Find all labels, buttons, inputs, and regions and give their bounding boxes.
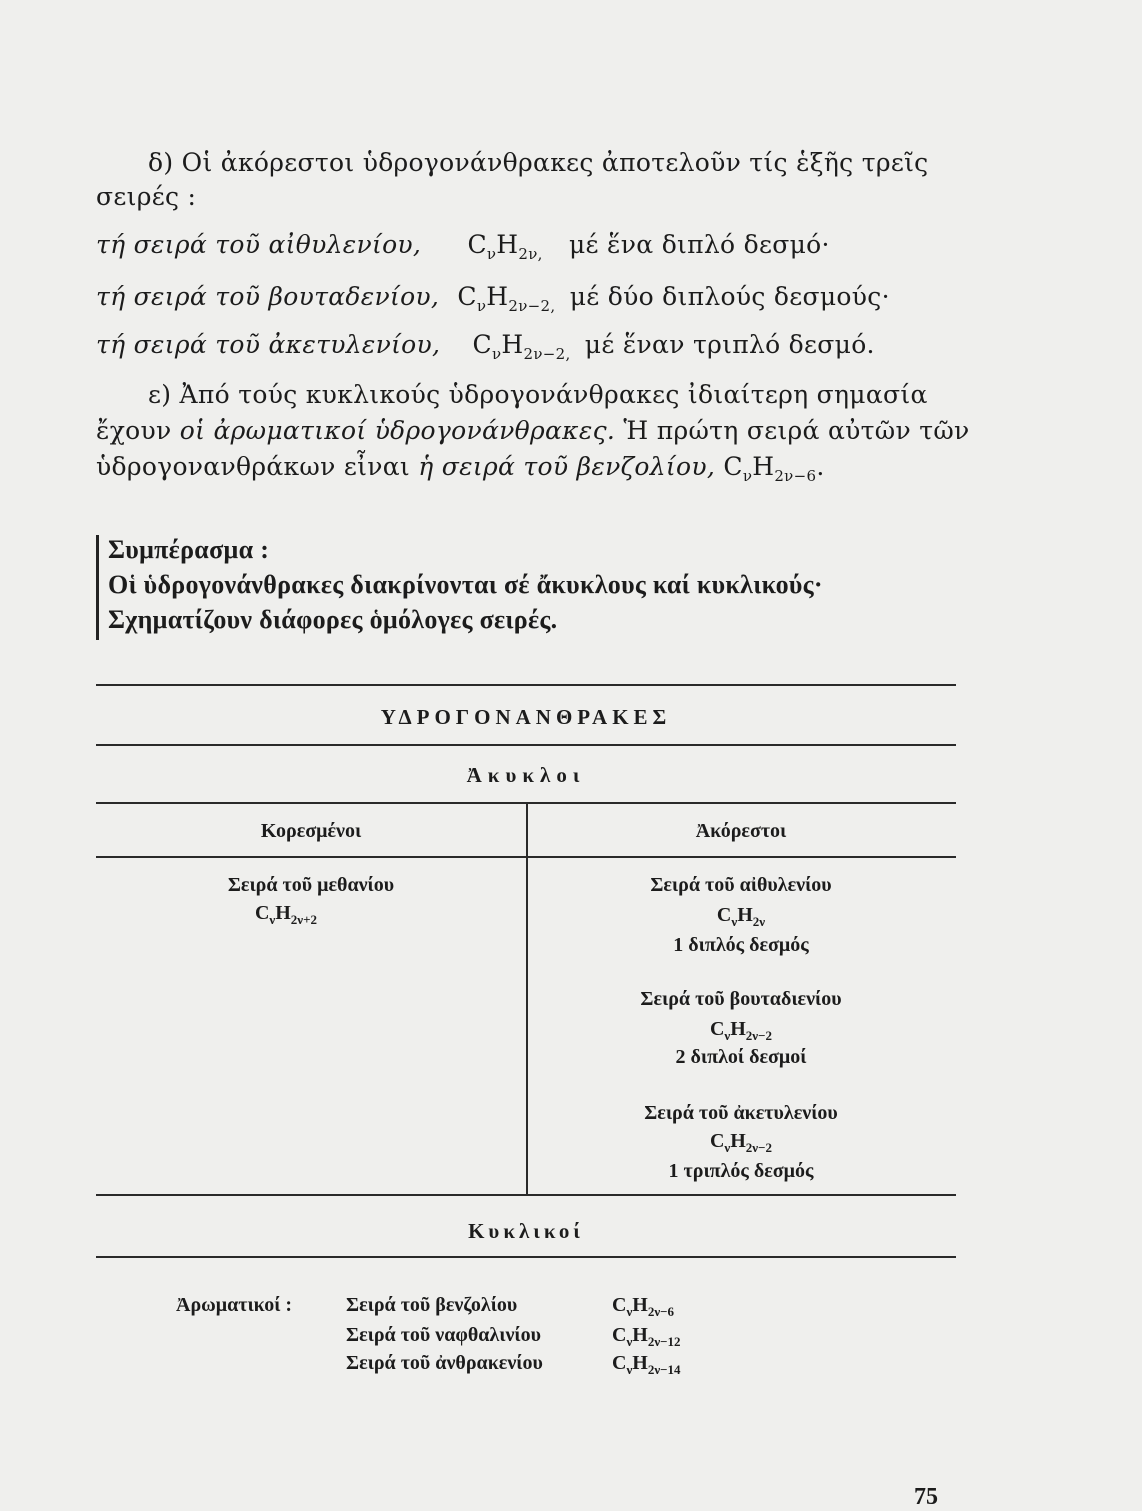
table-title: ΥΔΡΟΓΟΝΑΝΘΡΑΚΕΣ	[380, 705, 672, 729]
series-note: μέ ἕνα διπλό δεσμό·	[569, 230, 830, 259]
butadiene-bond: 2 διπλοί δεσμοί	[675, 1046, 807, 1068]
series-name: τή σειρά τοῦ ἀκετυλενίου,	[96, 330, 441, 359]
acetylene-series: Σειρά τοῦ ἀκετυλενίου	[644, 1102, 838, 1124]
paragraph-epsilon-line3: ὑδρογονανθράκων εἶναι ἡ σειρά τοῦ βενζολίου, $C_\nu H_{2\nu-6}$.	[96, 452, 825, 485]
benzene-formula: $C_\nu H_{2\nu-6}$	[612, 1294, 675, 1319]
table-rule	[96, 744, 956, 746]
conclusion-line1: Οἱ ὑδρογονάνθρακες διακρίνονται σέ ἄκυκλους καί κυκλικούς·	[108, 570, 823, 599]
anthracene-formula: $C_\nu H_{2\nu-14}$	[612, 1352, 681, 1377]
ethylene-series: Σειρά τοῦ αἰθυλενίου	[650, 874, 832, 896]
methane-series: Σειρά τοῦ μεθανίου	[227, 874, 395, 896]
paragraph-delta-line2: σειρές :	[96, 182, 197, 211]
series-note: μέ ἕναν τριπλό δεσμό.	[584, 330, 875, 359]
table-rule	[96, 1256, 956, 1258]
aromatic-label: Ἀρωματικοί :	[176, 1294, 293, 1316]
acetylene-formula: $C_\nu H_{2\nu-2}$	[709, 1130, 773, 1155]
series-name: τή σειρά τοῦ αἰθυλενίου,	[96, 230, 422, 259]
conclusion-line2: Σχηματίζουν διάφορες ὁμόλογες σειρές.	[108, 605, 558, 634]
series-line-butadiene	[96, 282, 890, 315]
methane-formula: $C_\nu H_{2\nu+2}$	[254, 902, 318, 927]
series-line-acetylene	[96, 330, 875, 363]
table-header-acyclic: Ἀκυκλοι	[466, 763, 586, 787]
series-note: μέ δύο διπλούς δεσμούς·	[569, 282, 890, 311]
table-rule	[96, 1194, 956, 1196]
table-rule-top	[96, 684, 956, 686]
butadiene-series: Σειρά τοῦ βουταδιενίου	[640, 988, 842, 1010]
series-name: τή σειρά τοῦ βουταδενίου,	[96, 282, 440, 311]
paragraph-epsilon-line2: ἔχουν οἱ ἀρωματικοί ὑδρογονάνθρακες. Ἡ πρώτη σειρά αὐτῶν τῶν	[96, 416, 970, 445]
ethylene-bond: 1 διπλός δεσμός	[673, 934, 809, 956]
series-formula: $C_\nu H_{2\nu-2,}$	[457, 282, 556, 315]
series-formula: $C_\nu H_{2\nu-2,}$	[472, 330, 571, 363]
table-header-saturated: Κορεσμένοι	[260, 820, 362, 842]
paragraph-epsilon-line1: ε) Ἀπό τούς κυκλικούς ὑδρογονάνθρακες ἰδιαίτερη σημασία	[148, 380, 928, 409]
conclusion-bar	[96, 535, 99, 640]
acetylene-bond: 1 τριπλός δεσμός	[668, 1160, 814, 1182]
naphthalene-series: Σειρά τοῦ ναφθαλινίου	[346, 1324, 542, 1346]
table-header-cyclic: Κυκλικοί	[468, 1219, 584, 1243]
anthracene-series: Σειρά τοῦ ἀνθρακενίου	[346, 1352, 543, 1374]
paragraph-delta-line1: δ) Οἱ ἀκόρεστοι ὑδρογονάνθρακες ἀποτελοῦν τίς ἑξῆς τρεῖς	[148, 148, 929, 177]
butadiene-formula: $C_\nu H_{2\nu-2}$	[709, 1018, 773, 1043]
conclusion-title: Συμπέρασμα :	[108, 535, 270, 564]
series-line-ethylene	[96, 230, 830, 263]
ethylene-formula: $C_\nu H_{2\nu}$	[716, 904, 766, 929]
series-formula: $C_\nu H_{2\nu,}$	[467, 230, 543, 263]
naphthalene-formula: $C_\nu H_{2\nu-12}$	[612, 1324, 681, 1349]
page-number: 75	[914, 1484, 938, 1510]
benzene-series: Σειρά τοῦ βενζολίου	[346, 1294, 518, 1316]
table-header-unsaturated: Ἀκόρεστοι	[695, 820, 787, 842]
